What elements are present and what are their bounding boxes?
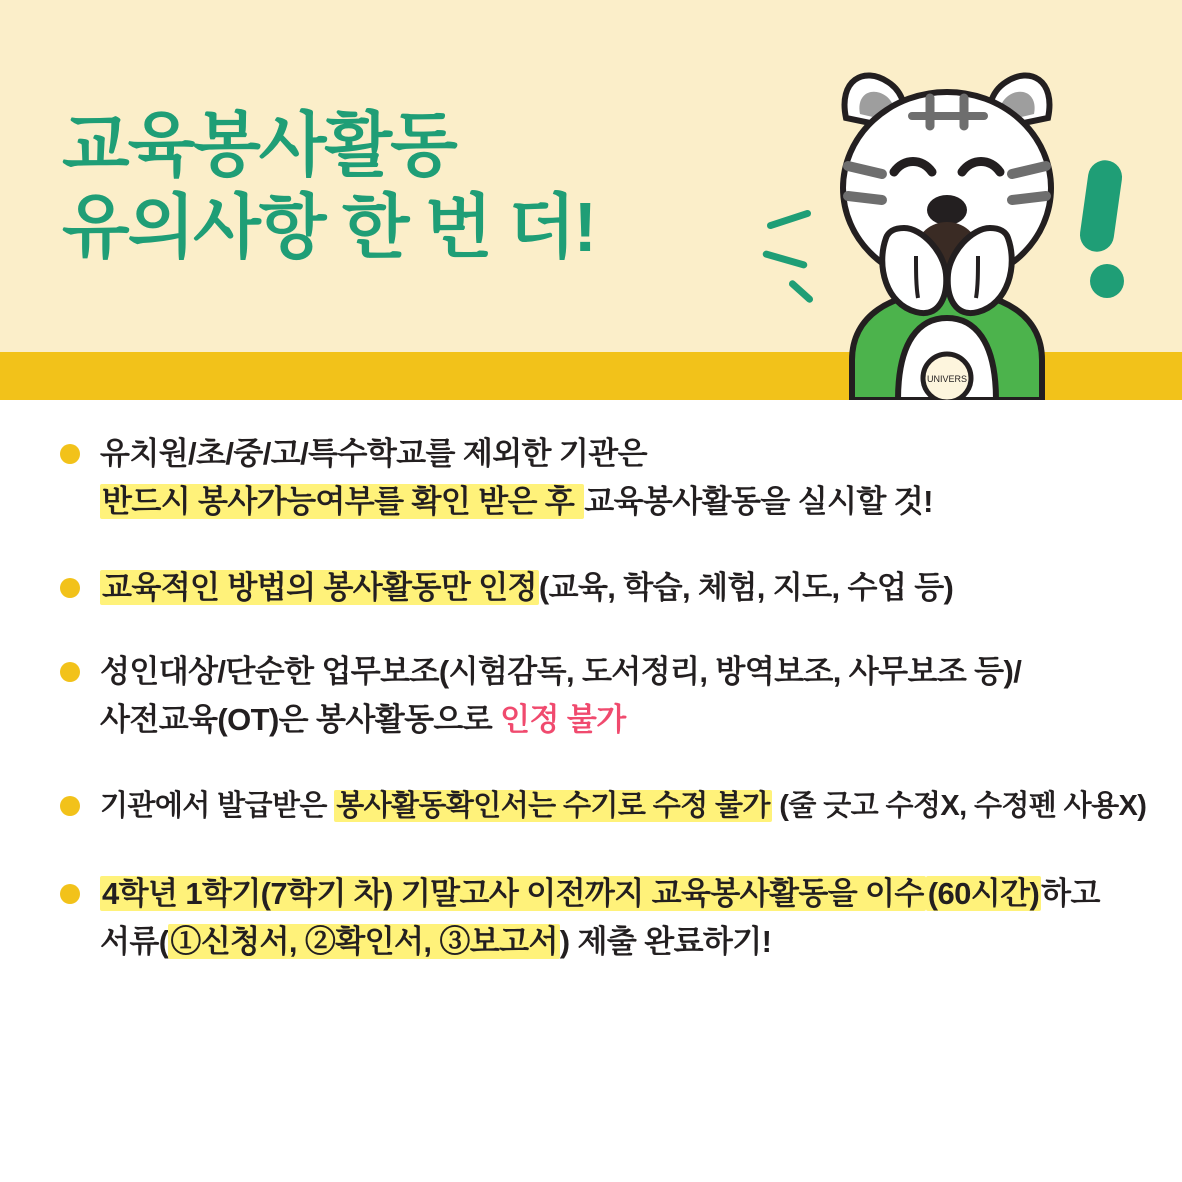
- list-item-line: [100, 564, 1122, 612]
- tiger-mascot-icon: [812, 60, 1082, 400]
- list-item-line: [100, 918, 1122, 966]
- highlighted-text: (60시간): [927, 876, 1040, 911]
- title-line-2: 유의사항 한 번 더!: [62, 188, 595, 266]
- list-item: [60, 564, 1122, 612]
- emphasis-text: 인정 불가: [500, 702, 626, 737]
- highlighted-text: 4학년 1학기(7학기 차) 기말고사 이전까지 교육봉사활동을 이수: [102, 876, 924, 911]
- exclamation-mark-icon: [1078, 160, 1138, 310]
- bullet-dot-icon: [60, 578, 80, 598]
- plain-text: 하고: [1041, 876, 1100, 911]
- list-item: [60, 648, 1122, 744]
- list-item-line: [100, 870, 1122, 918]
- plain-text: 유치원/초/중/고/특수학교를 제외한 기관은: [100, 436, 647, 471]
- plain-text: (교육, 학습, 체험, 지도, 수업 등): [538, 570, 954, 605]
- list-item-text: [100, 430, 1122, 526]
- list-item-line: [100, 648, 1122, 696]
- svg-text:UNIVERS: UNIVERS: [926, 374, 968, 384]
- plain-text: 사전교육(OT)은 봉사활동으로: [100, 702, 501, 737]
- bullet-dot-icon: [60, 796, 80, 816]
- list-item: [60, 782, 1147, 830]
- list-item: [60, 430, 1122, 526]
- notice-list: [0, 400, 1182, 992]
- list-item-line: [100, 478, 1122, 526]
- plain-text: 성인대상/단순한 업무보조(시험감독, 도서정리, 방역보조, 사무보조 등)/: [100, 654, 1022, 689]
- highlighted-text: 봉사활동확인서는 수기로 수정 불가: [336, 790, 770, 822]
- highlighted-text: ①신청서, ②확인서, ③보고서: [170, 924, 558, 959]
- plain-text: 서류(: [100, 924, 169, 959]
- bullet-dot-icon: [60, 884, 80, 904]
- list-item-line: [100, 782, 1146, 830]
- list-item: [60, 870, 1122, 966]
- list-item-text: [100, 782, 1146, 830]
- bullet-dot-icon: [60, 444, 80, 464]
- title-line-1: 교육봉사활동: [62, 106, 456, 184]
- list-item-line: [100, 430, 1122, 478]
- plain-text: ) 제출 완료하기!: [559, 924, 772, 959]
- list-item-line: [100, 696, 1122, 744]
- list-item-text: [100, 648, 1122, 744]
- highlighted-text: 반드시 봉사가능여부를 확인 받은 후: [102, 484, 583, 519]
- bullet-dot-icon: [60, 662, 80, 682]
- plain-text: 교육봉사활동을 실시할 것!: [584, 484, 933, 519]
- plain-text: 기관에서 발급받은: [100, 790, 335, 822]
- list-item-text: [100, 564, 1122, 612]
- list-item-text: [100, 870, 1122, 966]
- highlighted-text: 교육적인 방법의 봉사활동만 인정: [102, 570, 537, 605]
- page-title: [62, 104, 782, 268]
- plain-text: (줄 긋고 수정X, 수정펜 사용X): [771, 790, 1147, 822]
